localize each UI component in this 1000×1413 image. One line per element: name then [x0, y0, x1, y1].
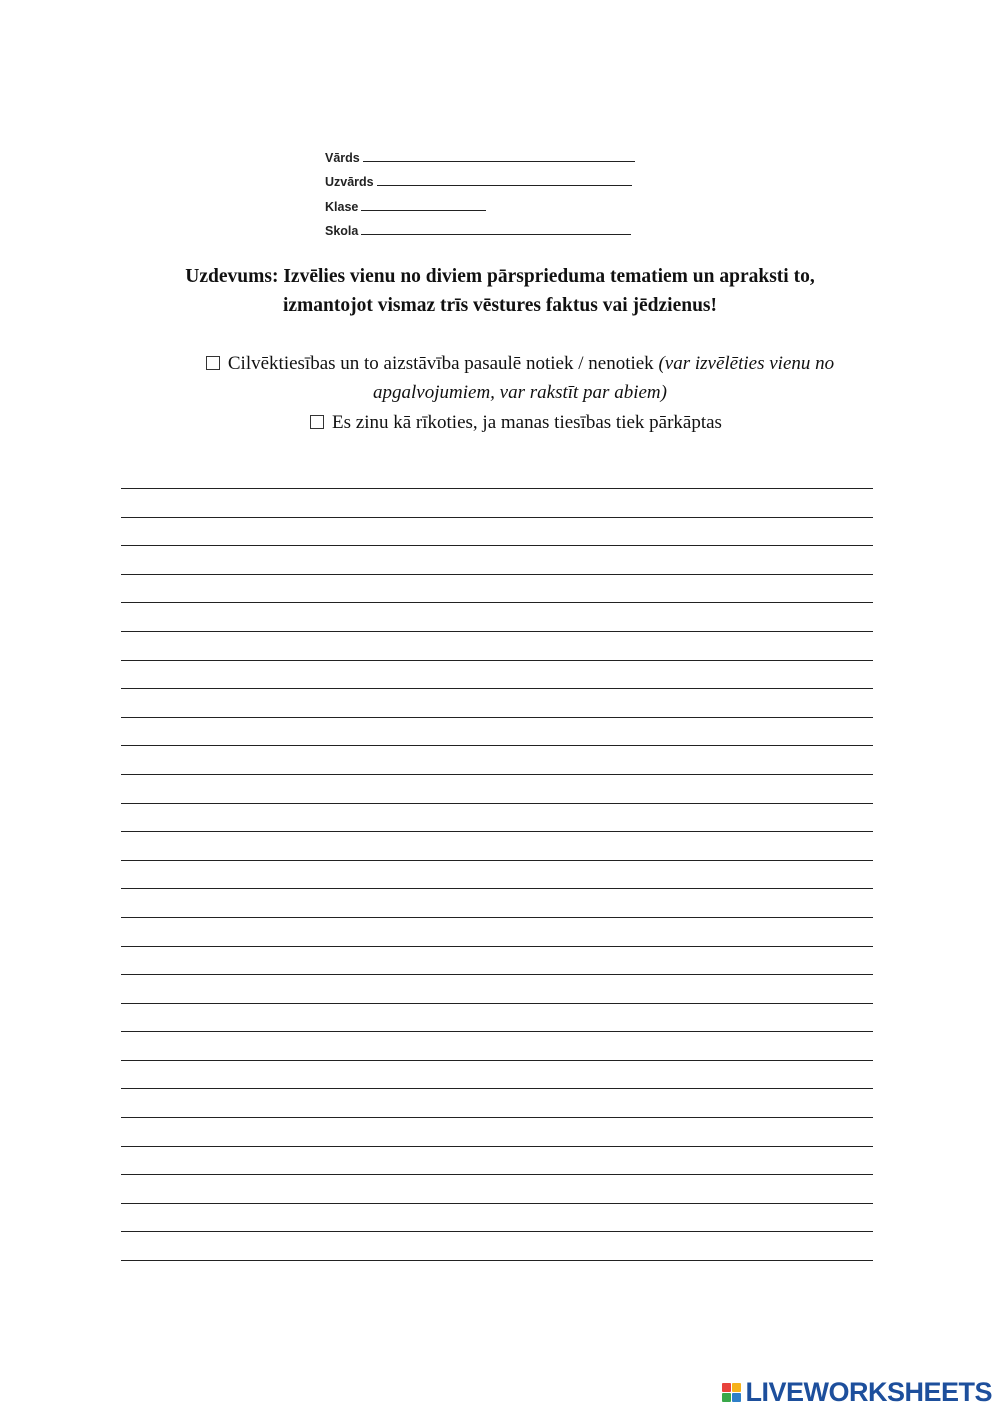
surname-field-row	[325, 165, 655, 190]
task-line-1: Uzdevums: Izvēlies vienu no diviem pārsprieduma tematiem un apraksti to,	[185, 266, 815, 287]
writing-line[interactable]	[121, 660, 873, 689]
writing-line[interactable]	[121, 1117, 873, 1146]
name-field-row	[325, 140, 655, 165]
logo-square	[722, 1393, 731, 1402]
school-field-row	[325, 214, 655, 239]
writing-line[interactable]	[121, 574, 873, 603]
writing-line[interactable]	[121, 1088, 873, 1117]
writing-line[interactable]	[121, 774, 873, 803]
writing-line[interactable]	[121, 860, 873, 889]
liveworksheets-logo	[722, 1377, 992, 1407]
topic-option-2	[0, 408, 1000, 437]
topic-option-2-text: Es zinu kā rīkoties, ja manas tiesības tiek pārkāptas	[332, 412, 722, 433]
student-info-fields	[325, 140, 655, 238]
logo-text: LIVEWORKSHEETS	[745, 1376, 992, 1407]
topic-option-1	[150, 349, 890, 407]
school-field-input[interactable]	[361, 234, 631, 235]
writing-line[interactable]	[121, 888, 873, 917]
surname-field-label: Uzvārds	[325, 175, 374, 189]
writing-area[interactable]	[121, 488, 873, 1289]
school-field-label: Skola	[325, 224, 359, 238]
writing-line[interactable]	[121, 1260, 873, 1289]
writing-line[interactable]	[121, 1060, 873, 1089]
task-instructions	[0, 262, 1000, 320]
name-field-input[interactable]	[363, 161, 635, 162]
logo-mark-icon	[722, 1383, 741, 1402]
name-field-label: Vārds	[325, 150, 360, 165]
class-field-row	[325, 189, 655, 214]
writing-line[interactable]	[121, 1231, 873, 1260]
logo-square	[732, 1393, 741, 1402]
topic-option-1-checkbox[interactable]	[206, 356, 220, 370]
writing-line[interactable]	[121, 1031, 873, 1060]
logo-square	[732, 1383, 741, 1392]
writing-line[interactable]	[121, 974, 873, 1003]
writing-line[interactable]	[121, 488, 873, 517]
writing-line[interactable]	[121, 517, 873, 546]
task-line-2: izmantojot vismaz trīs vēstures faktus vai jēdzienus!	[282, 295, 717, 316]
writing-line[interactable]	[121, 631, 873, 660]
writing-line[interactable]	[121, 946, 873, 975]
writing-line[interactable]	[121, 831, 873, 860]
writing-line[interactable]	[121, 1203, 873, 1232]
writing-line[interactable]	[121, 1174, 873, 1203]
writing-line[interactable]	[121, 717, 873, 746]
topic-option-1-text: Cilvēktiesības un to aizstāvība pasaulē notiek / nenotiek	[227, 353, 659, 374]
writing-line[interactable]	[121, 1003, 873, 1032]
writing-line[interactable]	[121, 602, 873, 631]
class-field-input[interactable]	[361, 210, 486, 211]
writing-line[interactable]	[121, 1146, 873, 1175]
writing-line[interactable]	[121, 688, 873, 717]
writing-line[interactable]	[121, 545, 873, 574]
writing-line[interactable]	[121, 803, 873, 832]
topic-option-2-checkbox[interactable]	[310, 415, 324, 429]
writing-line[interactable]	[121, 745, 873, 774]
writing-line[interactable]	[121, 917, 873, 946]
surname-field-input[interactable]	[377, 185, 632, 186]
class-field-label: Klase	[325, 199, 359, 214]
logo-square	[722, 1383, 731, 1392]
topic-option-1-hint: (var izvēlēties vienu no apgalvojumiem, var rakstīt par abiem)	[373, 353, 835, 403]
